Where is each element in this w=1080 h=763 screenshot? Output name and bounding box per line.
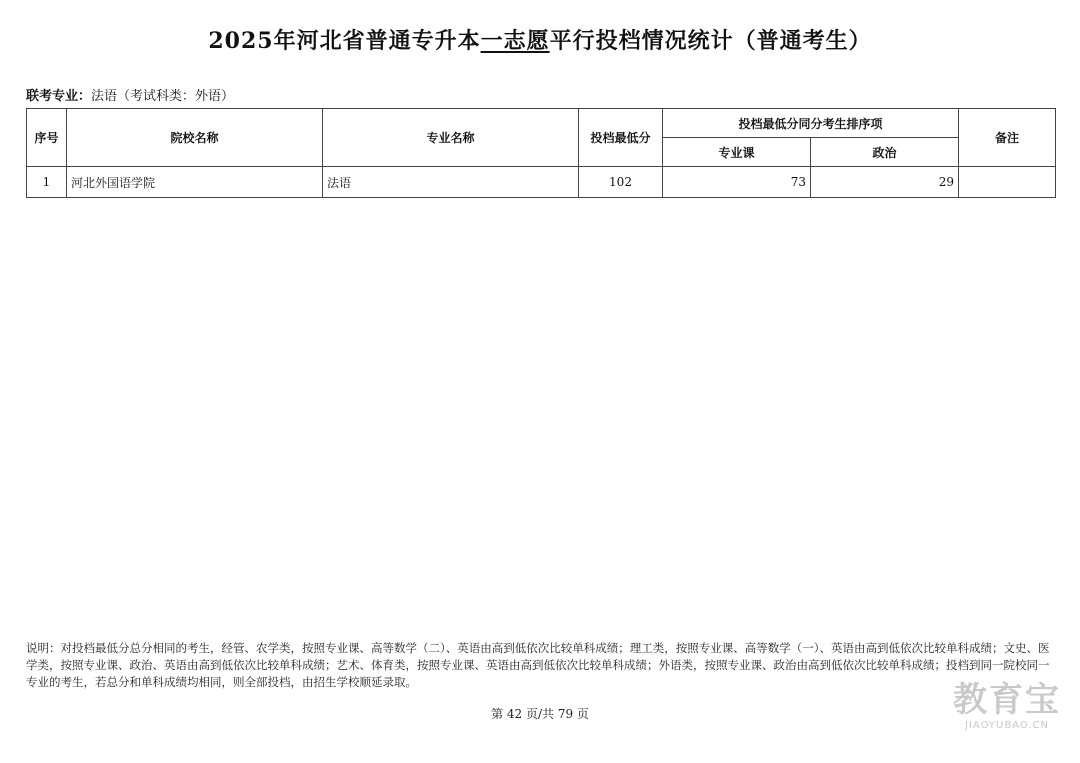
major-label: 联考专业：	[26, 89, 92, 104]
watermark-logo	[952, 680, 1062, 731]
header-sub1: 专业课	[663, 138, 811, 167]
header-sub2: 政治	[811, 138, 959, 167]
header-major: 专业名称	[323, 109, 579, 167]
header-min-score: 投档最低分	[579, 109, 663, 167]
table-row	[27, 167, 1056, 198]
page-title	[0, 24, 1080, 55]
watermark-url: JIAOYUBAO.CN	[965, 720, 1049, 731]
cell-remark	[959, 167, 1056, 198]
cell-seq: 1	[27, 167, 67, 198]
title-prefix: 2025年河北省普通专升本	[208, 28, 481, 54]
watermark-text: 教育宝	[953, 680, 1061, 720]
header-school: 院校名称	[67, 109, 323, 167]
header-remark: 备注	[959, 109, 1056, 167]
title-suffix: 平行投档情况统计（普通考生）	[549, 28, 872, 54]
admission-table	[26, 108, 1056, 198]
major-value: 法语（考试科类：外语）	[91, 89, 235, 104]
cell-school: 河北外国语学院	[67, 167, 323, 198]
title-underlined: 一志愿	[480, 28, 550, 54]
cell-major: 法语	[323, 167, 579, 198]
notes-text: 说明：对投档最低分总分相同的考生，经管、农学类，按照专业课、高等数学（二）、英语由高到低依次比较单科成绩；理工类，按照专业课、高等数学（一）、英语由高到低依次比较单科成绩；文史、医学类，按照专业课、政治、英语由高到低依次比较单科成绩；艺术、体育类，按照专业课、英语由高到低依次比较单科成绩；外语类，按照专业课、政治由高到低依次比较单科成绩；投档到同一院校同一专业的考生，若总分和单科成绩均相同，则全部投档，由招生学校顺延录取。	[26, 641, 1050, 689]
header-tie-group: 投档最低分同分考生排序项	[663, 109, 959, 138]
cell-sub2: 29	[811, 167, 959, 198]
header-seq: 序号	[27, 109, 67, 167]
cell-sub1: 73	[663, 167, 811, 198]
major-line	[26, 85, 234, 104]
cell-min-score: 102	[579, 167, 663, 198]
page-number: 第 42 页/共 79 页	[491, 707, 589, 721]
